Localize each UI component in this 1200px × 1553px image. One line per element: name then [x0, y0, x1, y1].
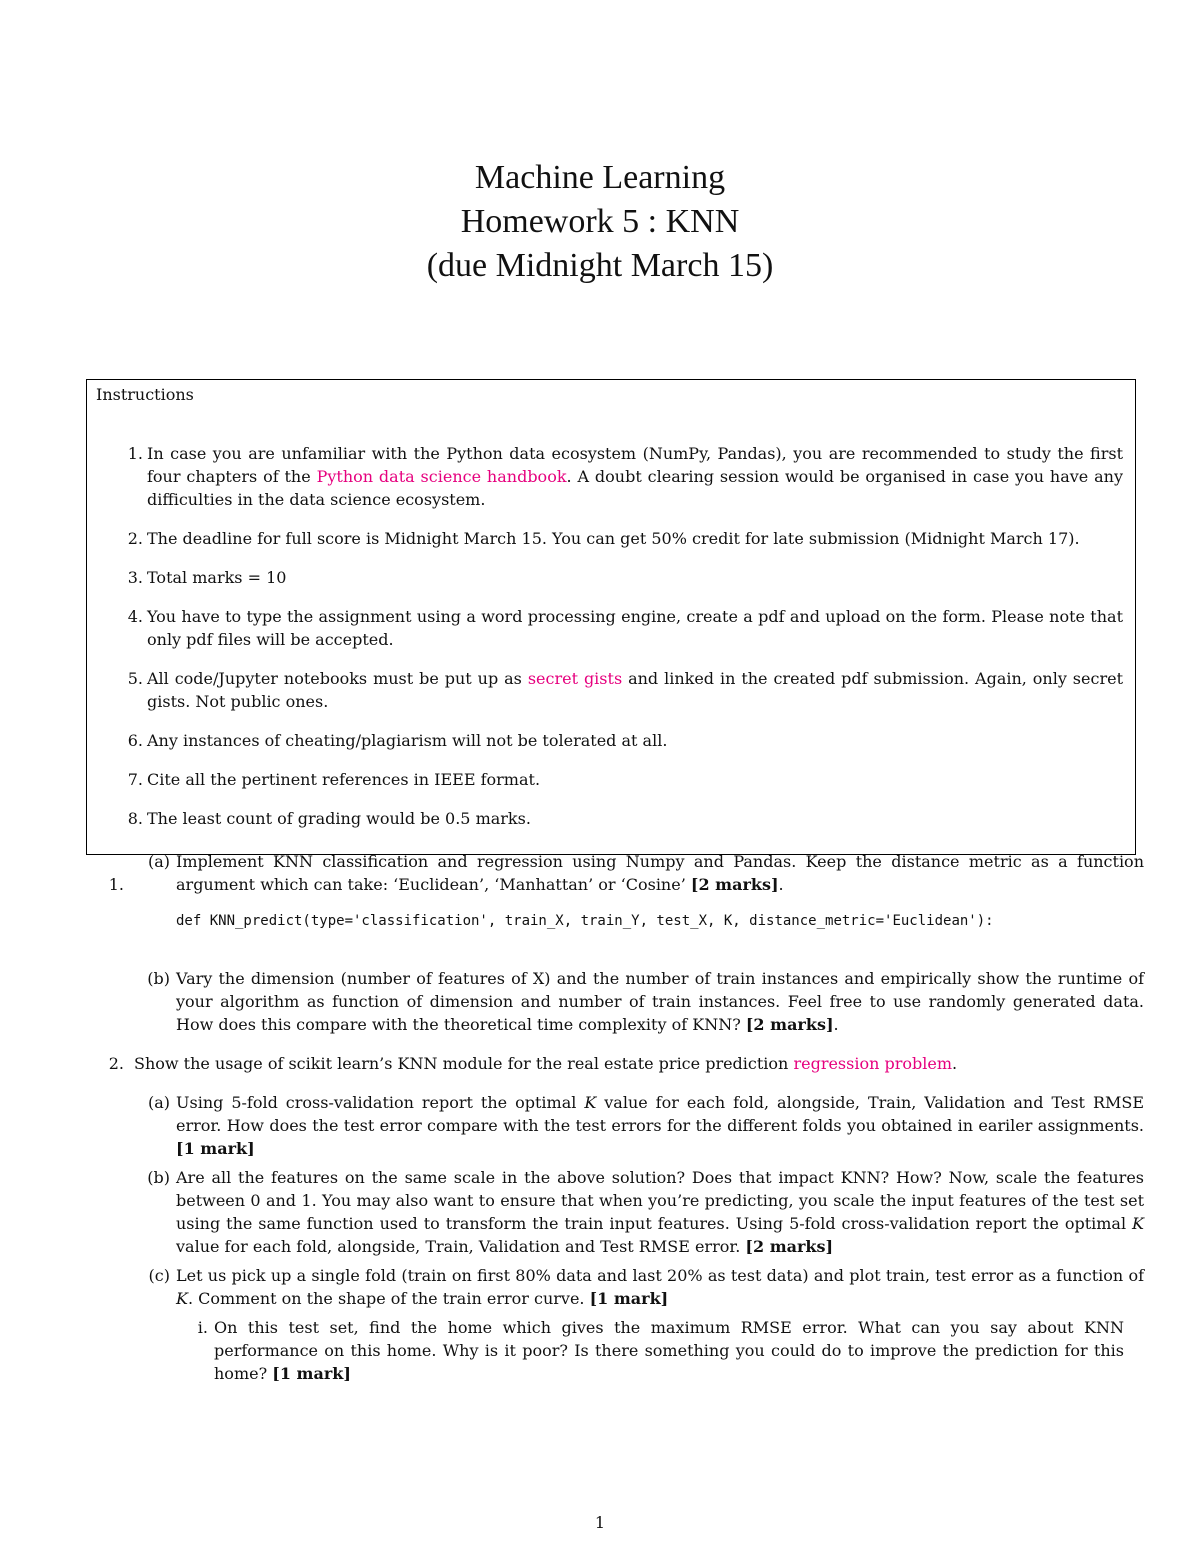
instruction-item: 4. You have to type the assignment using a word processing engine, create a pdf and upload on the form. Please note that only pdf files will be accepted. — [87, 605, 1137, 651]
regression-problem-link[interactable]: regression problem — [793, 1054, 953, 1073]
variable-k: K — [584, 1093, 597, 1112]
item-number: 1. — [127, 444, 143, 463]
code-signature: def KNN_predict(type='classification', train_X, train_Y, test_X, K, distance_metric='Euclidean'): — [176, 913, 994, 929]
item-number: 3. — [127, 568, 143, 587]
page-number: 1 — [594, 1513, 606, 1532]
instruction-item: 3. Total marks = 10 — [87, 566, 1137, 589]
question-2c-i: i. On this test set, find the home which gives the maximum RMSE error. What can you say about KNN performance on this home. Why is it poor? Is there something you could do to improve the prediction for this home? [1 mark] — [0, 1316, 1200, 1385]
question-2b: (b) Are all the features on the same scale in the above solution? Does that impact KNN? How? Now, scale the features between 0 and 1. You may also want to ensure that when you’re predicting, you scale the input features of the test set using the same function used to transform the train input features. Using 5-fold cross-validation report the optimal K value for each fold, alongside, Train, Validation and Test RMSE error. [2 marks] — [0, 1166, 1200, 1258]
question-number: 1. — [108, 875, 124, 894]
part-label: (c) — [148, 1266, 170, 1285]
instructions-box — [86, 379, 1136, 855]
part-label: (a) — [147, 852, 170, 871]
marks: [2 marks] — [745, 1237, 834, 1256]
marks: [1 mark] — [176, 1139, 255, 1158]
question-2c: (c) Let us pick up a single fold (train on first 80% data and last 20% as test data) and plot train, test error as a function of K. Comment on the shape of the train error curve. [1 mark] — [0, 1264, 1200, 1310]
question-1a: (a) Implement KNN classification and regression using Numpy and Pandas. Keep the distance metric as a function argument which can take: ‘Euclidean’, ‘Manhattan’ or ‘Cosine’ [2 marks]. — [0, 850, 1200, 896]
part-label: (b) — [147, 1168, 170, 1187]
course-title: Machine Learning — [474, 159, 726, 196]
instruction-item: 7. Cite all the pertinent references in IEEE format. — [87, 768, 1137, 791]
item-number: 7. — [127, 770, 143, 789]
marks: [2 marks] — [690, 875, 779, 894]
part-label: i. — [197, 1318, 208, 1337]
item-number: 6. — [127, 731, 143, 750]
instruction-item: 2. The deadline for full score is Midnight March 15. You can get 50% credit for late submission (Midnight March 17). — [87, 527, 1137, 550]
instructions-list — [87, 442, 1137, 846]
part-label: (a) — [147, 1093, 170, 1112]
homework-title: Homework 5 : KNN — [460, 203, 740, 240]
question-number: 2. — [108, 1054, 124, 1073]
item-number: 4. — [127, 607, 143, 626]
question-2a: (a) Using 5-fold cross-validation report the optimal K value for each fold, alongside, Train, Validation and Test RMSE error. How does the test error compare with the test errors for the different folds you obtained in eariler assignments. [1 mark] — [0, 1091, 1200, 1160]
marks: [2 marks] — [745, 1015, 834, 1034]
instruction-item: 8. The least count of grading would be 0.5 marks. — [87, 807, 1137, 830]
part-label: (b) — [147, 969, 170, 988]
secret-gists-link[interactable]: secret gists — [527, 669, 623, 688]
instruction-item: 5. All code/Jupyter notebooks must be put up as secret gists and linked in the created pdf submission. Again, only secret gists. Not public ones. — [87, 667, 1137, 713]
due-date: (due Midnight March 15) — [426, 247, 774, 284]
instruction-item: 1. In case you are unfamiliar with the Python data ecosystem (NumPy, Pandas), you are recommended to study the first four chapters of the Python data science handbook. A doubt clearing session would be organised in case you have any difficulties in the data science ecosystem. — [87, 442, 1137, 511]
marks: [1 mark] — [272, 1364, 351, 1383]
variable-k: K — [176, 1289, 188, 1308]
item-number: 8. — [127, 809, 143, 828]
question-2: 2. Show the usage of scikit learn’s KNN module for the real estate price prediction regression problem. — [0, 1052, 1200, 1075]
python-handbook-link[interactable]: Python data science handbook — [316, 467, 567, 486]
question-1b: (b) Vary the dimension (number of features of X) and the number of train instances and empirically show the runtime of your algorithm as function of dimension and number of train instances. Feel free to use randomly generated data. How does this compare with the theoretical time complexity of KNN? [2 marks]. — [0, 967, 1200, 1036]
variable-k: K — [1132, 1214, 1144, 1233]
instructions-heading: Instructions — [96, 385, 194, 404]
item-number: 2. — [127, 529, 143, 548]
item-number: 5. — [127, 669, 143, 688]
marks: [1 mark] — [589, 1289, 669, 1308]
document-title — [0, 156, 1200, 288]
instruction-item: 6. Any instances of cheating/plagiarism will not be tolerated at all. — [87, 729, 1137, 752]
questions-section — [0, 852, 1200, 1385]
